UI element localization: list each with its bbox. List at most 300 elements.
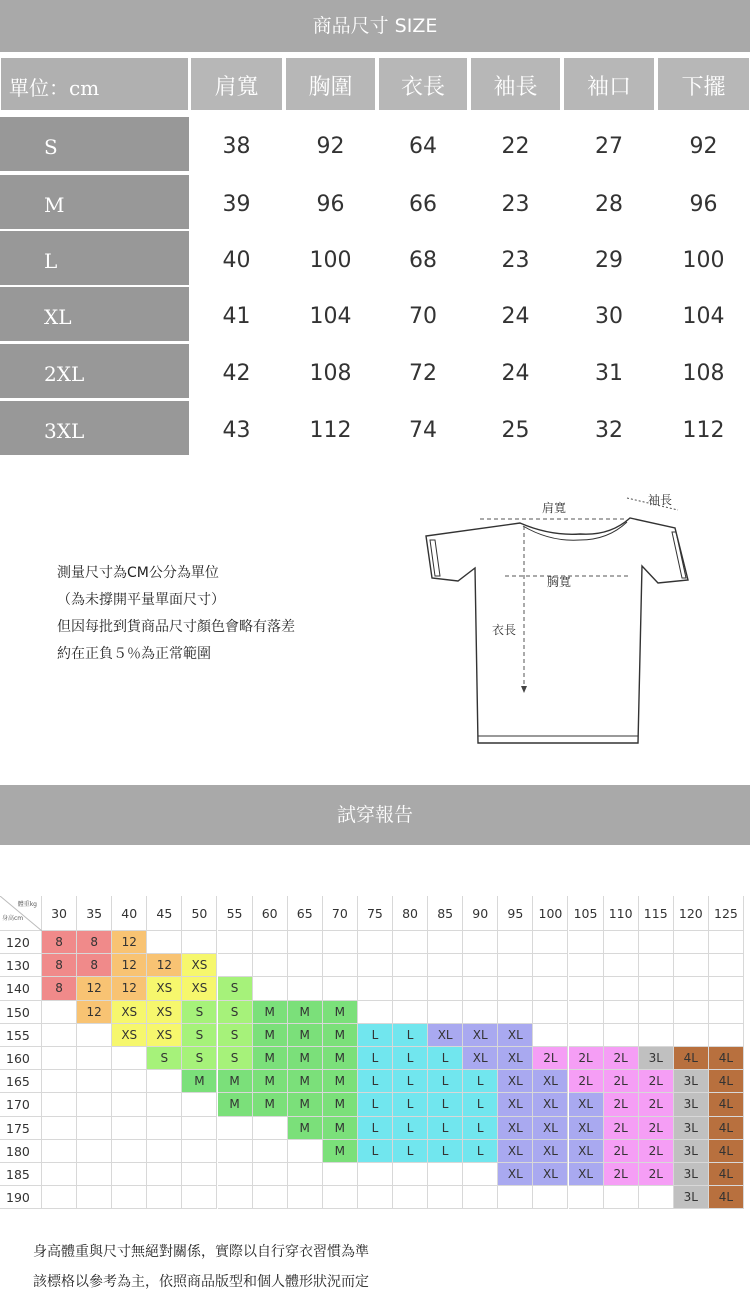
grid-cell: 12 xyxy=(112,977,147,1000)
grid-cell xyxy=(147,1186,182,1209)
grid-cell: XL xyxy=(569,1093,604,1116)
footer-notes xyxy=(33,1237,369,1297)
grid-cell xyxy=(569,1024,604,1047)
weight-header: 110 xyxy=(604,896,639,931)
grid-cell: S xyxy=(147,1047,182,1070)
grid-cell xyxy=(498,954,533,977)
grid-cell xyxy=(428,1186,463,1209)
grid-cell: 2L xyxy=(639,1070,674,1093)
grid-cell: 2L xyxy=(604,1093,639,1116)
grid-cell xyxy=(533,1186,568,1209)
grid-cell xyxy=(639,954,674,977)
grid-cell: XL xyxy=(498,1024,533,1047)
grid-cell xyxy=(674,1001,709,1024)
grid-cell: XL xyxy=(533,1163,568,1186)
size-value: 92 xyxy=(657,117,750,171)
grid-cell xyxy=(77,1070,112,1093)
height-header: 185 xyxy=(0,1163,42,1186)
weight-header: 115 xyxy=(639,896,674,931)
size-row xyxy=(0,231,750,285)
column-header: 袖長 xyxy=(470,57,561,111)
grid-cell: L xyxy=(393,1140,428,1163)
grid-cell xyxy=(253,931,288,954)
weight-header: 95 xyxy=(498,896,533,931)
size-value: 104 xyxy=(285,287,376,341)
grid-cell: 2L xyxy=(639,1163,674,1186)
grid-cell xyxy=(498,1001,533,1024)
grid-cell: S xyxy=(218,1047,253,1070)
grid-cell: M xyxy=(288,1117,323,1140)
grid-cell xyxy=(463,1186,498,1209)
corner-height-label: 身高cm xyxy=(2,915,24,922)
trial-report-title: 試穿報告 xyxy=(336,804,413,826)
grid-cell: L xyxy=(463,1140,498,1163)
size-value: 42 xyxy=(190,344,283,398)
grid-cell: M xyxy=(253,1047,288,1070)
grid-cell: S xyxy=(182,1001,217,1024)
grid-cell: XS xyxy=(112,1001,147,1024)
grid-cell xyxy=(358,1163,393,1186)
weight-header: 35 xyxy=(77,896,112,931)
grid-cell xyxy=(77,1117,112,1140)
weight-header: 80 xyxy=(393,896,428,931)
grid-cell xyxy=(393,1163,428,1186)
grid-cell: 12 xyxy=(77,1001,112,1024)
grid-cell: 3L xyxy=(674,1117,709,1140)
grid-cell xyxy=(428,931,463,954)
grid-cell: 4L xyxy=(709,1140,744,1163)
grid-cell: M xyxy=(323,1024,358,1047)
grid-cell xyxy=(77,1186,112,1209)
grid-cell: L xyxy=(428,1070,463,1093)
grid-cell: 8 xyxy=(77,954,112,977)
grid-cell xyxy=(639,1024,674,1047)
grid-cell: L xyxy=(358,1093,393,1116)
footer-note-line: 身高體重與尺寸無絕對關係，實際以自行穿衣習慣為準 xyxy=(33,1244,369,1260)
grid-cell: L xyxy=(358,1117,393,1140)
grid-cell xyxy=(358,1001,393,1024)
size-value: 40 xyxy=(190,231,283,285)
size-value: 24 xyxy=(470,344,561,398)
height-header: 120 xyxy=(0,931,42,954)
size-value: 74 xyxy=(378,401,468,455)
size-section-title: 商品尺寸 SIZE xyxy=(312,15,438,37)
weight-header: 40 xyxy=(112,896,147,931)
grid-cell: 4L xyxy=(709,1047,744,1070)
note-line: 測量尺寸為CM公分為單位 xyxy=(57,565,219,581)
grid-cell xyxy=(288,954,323,977)
grid-cell xyxy=(147,1070,182,1093)
grid-cell xyxy=(463,977,498,1000)
grid-cell: 12 xyxy=(77,977,112,1000)
grid-cell: 12 xyxy=(112,931,147,954)
grid-cell: XL xyxy=(498,1070,533,1093)
grid-cell xyxy=(428,977,463,1000)
grid-cell xyxy=(358,931,393,954)
size-value: 104 xyxy=(657,287,750,341)
size-row xyxy=(0,401,750,455)
grid-cell: XS xyxy=(147,1024,182,1047)
grid-cell: S xyxy=(182,1047,217,1070)
grid-cell: 8 xyxy=(42,954,77,977)
size-value: 66 xyxy=(378,175,468,229)
grid-cell: L xyxy=(358,1024,393,1047)
size-value: 112 xyxy=(657,401,750,455)
grid-cell xyxy=(147,1093,182,1116)
grid-cell: M xyxy=(218,1070,253,1093)
grid-cell xyxy=(358,977,393,1000)
column-header: 胸圍 xyxy=(285,57,376,111)
grid-cell: L xyxy=(428,1093,463,1116)
grid-cell xyxy=(77,1024,112,1047)
grid-cell: 4L xyxy=(709,1093,744,1116)
grid-cell xyxy=(709,954,744,977)
grid-cell xyxy=(42,1186,77,1209)
grid-cell xyxy=(253,1117,288,1140)
weight-header: 75 xyxy=(358,896,393,931)
grid-cell xyxy=(77,1163,112,1186)
grid-cell: 3L xyxy=(674,1093,709,1116)
grid-cell: 4L xyxy=(709,1070,744,1093)
grid-cell: L xyxy=(393,1093,428,1116)
measurement-notes xyxy=(57,560,295,668)
grid-cell xyxy=(428,1001,463,1024)
grid-cell xyxy=(42,1047,77,1070)
grid-cell xyxy=(393,1001,428,1024)
size-label: M xyxy=(0,175,189,229)
grid-cell xyxy=(42,1163,77,1186)
size-value: 41 xyxy=(190,287,283,341)
grid-cell xyxy=(709,931,744,954)
size-value: 23 xyxy=(470,175,561,229)
grid-cell xyxy=(253,1163,288,1186)
size-value: 38 xyxy=(190,117,283,171)
grid-cell: XL xyxy=(533,1140,568,1163)
grid-cell: M xyxy=(288,1024,323,1047)
grid-cell xyxy=(77,1093,112,1116)
grid-cell: XL xyxy=(498,1117,533,1140)
grid-cell xyxy=(463,1163,498,1186)
grid-cell: 2L xyxy=(604,1070,639,1093)
grid-cell xyxy=(253,1186,288,1209)
height-header: 190 xyxy=(0,1186,42,1209)
grid-cell xyxy=(182,1093,217,1116)
grid-cell xyxy=(112,1093,147,1116)
grid-cell xyxy=(288,931,323,954)
grid-cell: 2L xyxy=(569,1047,604,1070)
grid-cell: 2L xyxy=(604,1140,639,1163)
grid-cell xyxy=(147,1163,182,1186)
grid-cell: XS xyxy=(147,977,182,1000)
height-header: 180 xyxy=(0,1140,42,1163)
grid-cell xyxy=(147,931,182,954)
size-value: 39 xyxy=(190,175,283,229)
grid-cell: L xyxy=(428,1140,463,1163)
grid-cell: L xyxy=(428,1047,463,1070)
size-value: 64 xyxy=(378,117,468,171)
grid-cell: L xyxy=(358,1070,393,1093)
grid-cell xyxy=(182,1117,217,1140)
trial-report-banner xyxy=(0,785,750,845)
grid-cell: L xyxy=(393,1117,428,1140)
grid-cell xyxy=(218,954,253,977)
grid-cell: M xyxy=(288,1093,323,1116)
weight-header: 50 xyxy=(182,896,217,931)
size-value: 32 xyxy=(563,401,655,455)
grid-cell: M xyxy=(182,1070,217,1093)
size-value: 23 xyxy=(470,231,561,285)
diagram-label-chest: 胸寬 xyxy=(547,575,572,589)
size-label: XL xyxy=(0,287,189,341)
size-value: 25 xyxy=(470,401,561,455)
grid-cell xyxy=(569,1001,604,1024)
size-value: 100 xyxy=(657,231,750,285)
grid-cell: 2L xyxy=(604,1047,639,1070)
grid-cell xyxy=(639,1001,674,1024)
grid-cell xyxy=(112,1163,147,1186)
size-value: 112 xyxy=(285,401,376,455)
grid-cell: L xyxy=(393,1024,428,1047)
grid-cell xyxy=(498,1186,533,1209)
height-header: 160 xyxy=(0,1047,42,1070)
grid-cell xyxy=(112,1140,147,1163)
weight-header: 60 xyxy=(253,896,288,931)
grid-cell: 8 xyxy=(42,931,77,954)
grid-cell xyxy=(533,977,568,1000)
size-row xyxy=(0,344,750,398)
grid-cell xyxy=(533,931,568,954)
size-value: 70 xyxy=(378,287,468,341)
grid-cell: 2L xyxy=(569,1070,604,1093)
grid-cell: 4L xyxy=(709,1186,744,1209)
grid-cell: L xyxy=(393,1070,428,1093)
size-value: 30 xyxy=(563,287,655,341)
diagram-label-sleeve: 袖長 xyxy=(648,493,673,507)
grid-cell: XL xyxy=(498,1163,533,1186)
weight-header: 125 xyxy=(709,896,744,931)
grid-cell xyxy=(112,1186,147,1209)
grid-cell: M xyxy=(323,1117,358,1140)
grid-cell xyxy=(323,977,358,1000)
grid-cell: XS xyxy=(147,1001,182,1024)
grid-cell: 4L xyxy=(709,1117,744,1140)
grid-cell xyxy=(218,1163,253,1186)
diagram-label-length: 衣長 xyxy=(492,623,517,637)
grid-cell: 12 xyxy=(147,954,182,977)
grid-cell xyxy=(112,1117,147,1140)
grid-cell xyxy=(674,977,709,1000)
grid-cell xyxy=(112,1047,147,1070)
grid-cell: M xyxy=(253,1001,288,1024)
grid-cell xyxy=(253,1140,288,1163)
grid-cell xyxy=(498,977,533,1000)
grid-cell xyxy=(533,1024,568,1047)
size-value: 96 xyxy=(285,175,376,229)
grid-cell xyxy=(533,954,568,977)
weight-header: 55 xyxy=(218,896,253,931)
grid-cell: L xyxy=(393,1047,428,1070)
weight-header: 45 xyxy=(147,896,182,931)
grid-cell xyxy=(393,954,428,977)
grid-cell: M xyxy=(288,1070,323,1093)
grid-cell xyxy=(533,1001,568,1024)
grid-cell: M xyxy=(253,1093,288,1116)
grid-cell: S xyxy=(218,1001,253,1024)
grid-cell: XL xyxy=(533,1117,568,1140)
grid-cell xyxy=(323,1186,358,1209)
grid-cell: M xyxy=(288,1001,323,1024)
size-value: 43 xyxy=(190,401,283,455)
grid-cell xyxy=(147,1117,182,1140)
grid-cell: L xyxy=(463,1070,498,1093)
grid-cell xyxy=(604,977,639,1000)
grid-cell xyxy=(323,931,358,954)
grid-cell: L xyxy=(463,1117,498,1140)
grid-cell xyxy=(393,931,428,954)
grid-cell xyxy=(569,954,604,977)
grid-cell: M xyxy=(323,1047,358,1070)
grid-cell: L xyxy=(358,1047,393,1070)
size-value: 31 xyxy=(563,344,655,398)
grid-cell xyxy=(639,1186,674,1209)
grid-cell: 3L xyxy=(674,1186,709,1209)
grid-cell xyxy=(709,977,744,1000)
footer-note-line: 該標格以參考為主，依照商品版型和個人體形狀況而定 xyxy=(33,1274,369,1290)
grid-cell: S xyxy=(218,977,253,1000)
grid-cell: 2L xyxy=(533,1047,568,1070)
grid-cell xyxy=(288,1163,323,1186)
grid-cell: XL xyxy=(463,1024,498,1047)
grid-cell: XL xyxy=(498,1093,533,1116)
grid-cell: XL xyxy=(533,1070,568,1093)
grid-cell xyxy=(112,1070,147,1093)
grid-cell xyxy=(323,954,358,977)
grid-cell: L xyxy=(358,1140,393,1163)
grid-cell xyxy=(253,954,288,977)
grid-cell: XS xyxy=(112,1024,147,1047)
column-header: 衣長 xyxy=(378,57,468,111)
grid-cell xyxy=(463,1001,498,1024)
height-header: 170 xyxy=(0,1093,42,1116)
grid-cell: M xyxy=(218,1093,253,1116)
grid-cell: XS xyxy=(182,977,217,1000)
grid-cell xyxy=(147,1140,182,1163)
grid-cell: 12 xyxy=(112,954,147,977)
grid-cell xyxy=(323,1163,358,1186)
diagram-label-shoulder: 肩寬 xyxy=(542,501,567,515)
grid-cell xyxy=(569,931,604,954)
grid-cell: S xyxy=(182,1024,217,1047)
grid-cell: 3L xyxy=(674,1163,709,1186)
grid-cell: XL xyxy=(569,1140,604,1163)
grid-cell: 3L xyxy=(674,1070,709,1093)
grid-cell xyxy=(182,1163,217,1186)
grid-cell: 8 xyxy=(42,977,77,1000)
grid-cell: XL xyxy=(569,1163,604,1186)
note-line: 但因每批到貨商品尺寸顏色會略有落差 xyxy=(57,619,295,635)
grid-cell xyxy=(428,1163,463,1186)
grid-cell xyxy=(288,1186,323,1209)
size-label: L xyxy=(0,231,189,285)
grid-cell xyxy=(218,1117,253,1140)
grid-cell: XL xyxy=(428,1024,463,1047)
grid-cell xyxy=(42,1024,77,1047)
grid-cell: 2L xyxy=(639,1117,674,1140)
grid-cell: M xyxy=(323,1070,358,1093)
grid-cell: L xyxy=(463,1093,498,1116)
grid-cell xyxy=(604,931,639,954)
size-value: 24 xyxy=(470,287,561,341)
grid-cell xyxy=(253,977,288,1000)
weight-header: 85 xyxy=(428,896,463,931)
size-row xyxy=(0,175,750,229)
weight-header: 70 xyxy=(323,896,358,931)
grid-cell: 4L xyxy=(674,1047,709,1070)
size-value: 68 xyxy=(378,231,468,285)
grid-cell: M xyxy=(323,1001,358,1024)
size-label: S xyxy=(0,117,189,171)
note-line: 約在正負５％為正常範圍 xyxy=(57,646,211,662)
grid-cell xyxy=(182,1186,217,1209)
grid-cell xyxy=(218,931,253,954)
grid-cell: 2L xyxy=(604,1117,639,1140)
grid-cell: XL xyxy=(498,1140,533,1163)
weight-header: 120 xyxy=(674,896,709,931)
size-value: 29 xyxy=(563,231,655,285)
grid-cell: XL xyxy=(569,1117,604,1140)
grid-cell xyxy=(709,1024,744,1047)
grid-cell xyxy=(358,1186,393,1209)
grid-cell xyxy=(569,977,604,1000)
size-section-banner xyxy=(0,0,750,52)
grid-cell: 3L xyxy=(639,1047,674,1070)
column-header: 下擺 xyxy=(657,57,750,111)
grid-cell: M xyxy=(288,1047,323,1070)
grid-cell xyxy=(639,977,674,1000)
grid-cell xyxy=(42,1001,77,1024)
grid-cell xyxy=(569,1186,604,1209)
size-row xyxy=(0,287,750,341)
grid-cell: XS xyxy=(182,954,217,977)
grid-cell: 2L xyxy=(604,1163,639,1186)
size-row xyxy=(0,117,750,171)
grid-cell: 2L xyxy=(639,1140,674,1163)
grid-cell: 2L xyxy=(639,1093,674,1116)
size-value: 100 xyxy=(285,231,376,285)
grid-cell xyxy=(674,954,709,977)
tshirt-measurement-diagram xyxy=(420,488,720,758)
grid-cell xyxy=(709,1001,744,1024)
grid-cell xyxy=(42,1140,77,1163)
grid-cell: M xyxy=(323,1093,358,1116)
size-value: 96 xyxy=(657,175,750,229)
grid-cell xyxy=(77,1140,112,1163)
corner-weight-label: 體重kg xyxy=(17,901,37,908)
column-header: 袖口 xyxy=(563,57,655,111)
grid-cell xyxy=(288,1140,323,1163)
grid-cell xyxy=(604,1001,639,1024)
grid-cell xyxy=(218,1186,253,1209)
grid-cell xyxy=(182,931,217,954)
size-value: 72 xyxy=(378,344,468,398)
grid-cell xyxy=(42,1070,77,1093)
grid-cell xyxy=(604,1024,639,1047)
size-value: 28 xyxy=(563,175,655,229)
grid-cell: XL xyxy=(498,1047,533,1070)
grid-cell xyxy=(393,1186,428,1209)
tshirt-outline xyxy=(426,518,688,743)
grid-cell xyxy=(428,954,463,977)
